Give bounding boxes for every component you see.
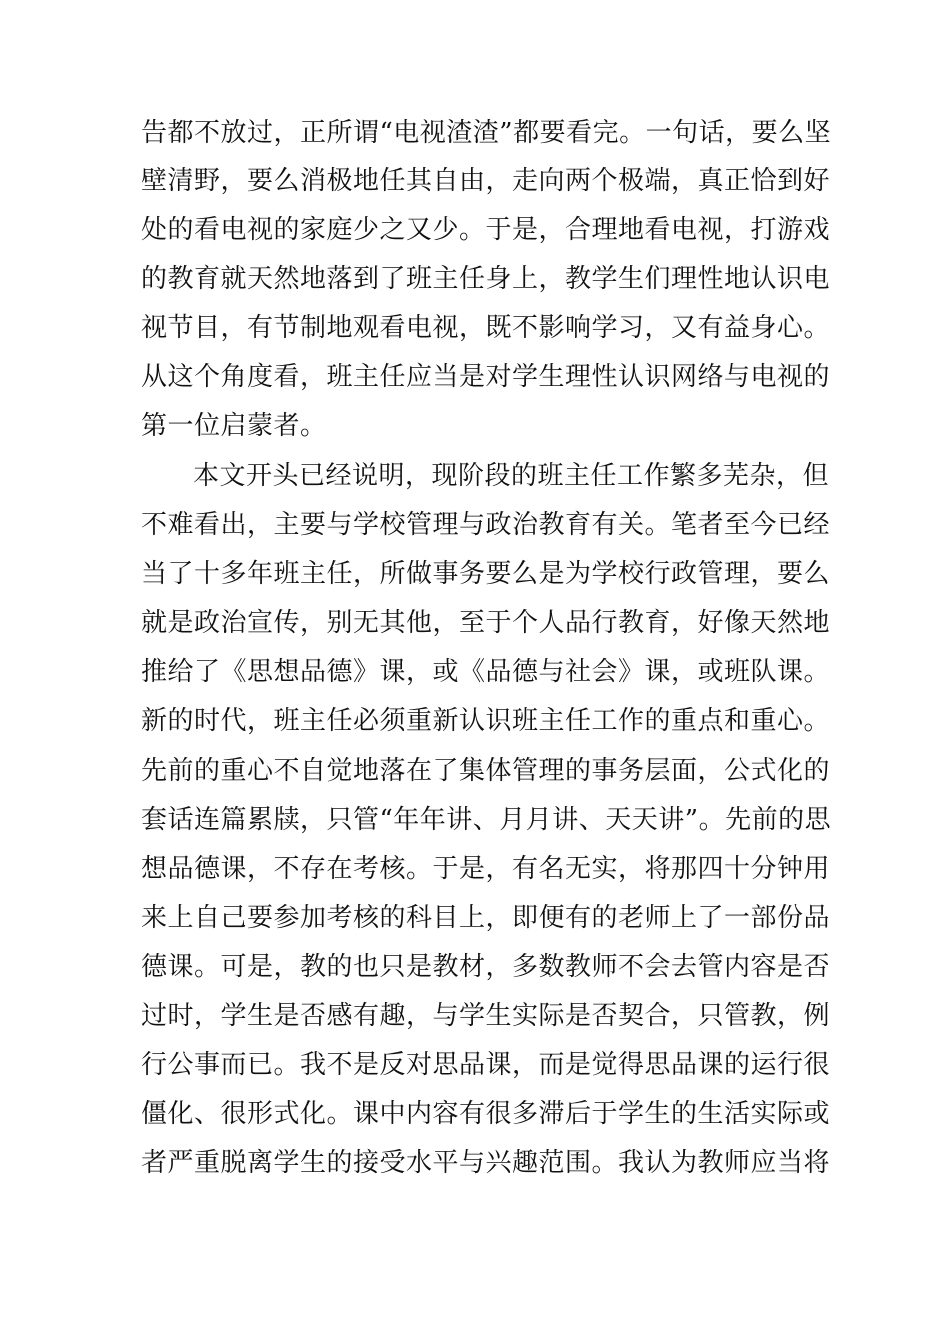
text-line: 僵化、很形式化。课中内容有很多滞后于学生的生活实际或: [141, 1099, 831, 1129]
text-line: 者严重脱离学生的接受水平与兴趣范围。我认为教师应当将: [141, 1148, 831, 1178]
text-line: 过时，学生是否感有趣，与学生实际是否契合，只管教，例: [141, 1001, 831, 1031]
text-line: 新的时代，班主任必须重新认识班主任工作的重点和重心。: [141, 706, 831, 736]
text-line: 行公事而已。我不是反对思品课，而是觉得思品课的运行很: [141, 1050, 831, 1080]
text-line: 来上自己要参加考核的科目上，即便有的老师上了一部份品: [141, 903, 831, 933]
text-line: 推给了《思想品德》课，或《品德与社会》课，或班队课。: [141, 657, 831, 687]
text-line: 当了十多年班主任，所做事务要么是为学校行政管理，要么: [141, 559, 831, 589]
text-line: 视节目，有节制地观看电视，既不影响学习，又有益身心。: [141, 313, 831, 343]
text-line: 套话连篇累牍，只管“年年讲、月月讲、天天讲”。先前的思: [141, 805, 832, 835]
text-line: 想品德课，不存在考核。于是，有名无实，将那四十分钟用: [141, 854, 831, 884]
text-line: 从这个角度看，班主任应当是对学生理性认识网络与电视的: [141, 362, 831, 392]
text-line: 就是政治宣传，别无其他，至于个人品行教育，好像天然地: [141, 608, 831, 638]
text-line: 告都不放过，正所谓“电视渣渣”都要看完。一句话，要么坚: [141, 118, 832, 148]
text-line: 先前的重心不自觉地落在了集体管理的事务层面，公式化的: [141, 756, 831, 786]
text-line: 处的看电视的家庭少之又少。于是，合理地看电视，打游戏: [141, 215, 831, 245]
text-line: 不难看出，主要与学校管理与政治教育有关。笔者至今已经: [141, 510, 831, 540]
text-line: 德课。可是，教的也只是教材，多数教师不会去管内容是否: [141, 952, 831, 982]
text-line: 壁清野，要么消极地任其自由，走向两个极端，真正恰到好: [141, 166, 831, 196]
text-line: 的教育就天然地落到了班主任身上，教学生们理性地认识电: [141, 264, 831, 294]
paragraph-first-line: 本文开头已经说明，现阶段的班主任工作繁多芜杂，但: [193, 461, 830, 491]
text-line: 第一位启蒙者。: [141, 411, 327, 441]
